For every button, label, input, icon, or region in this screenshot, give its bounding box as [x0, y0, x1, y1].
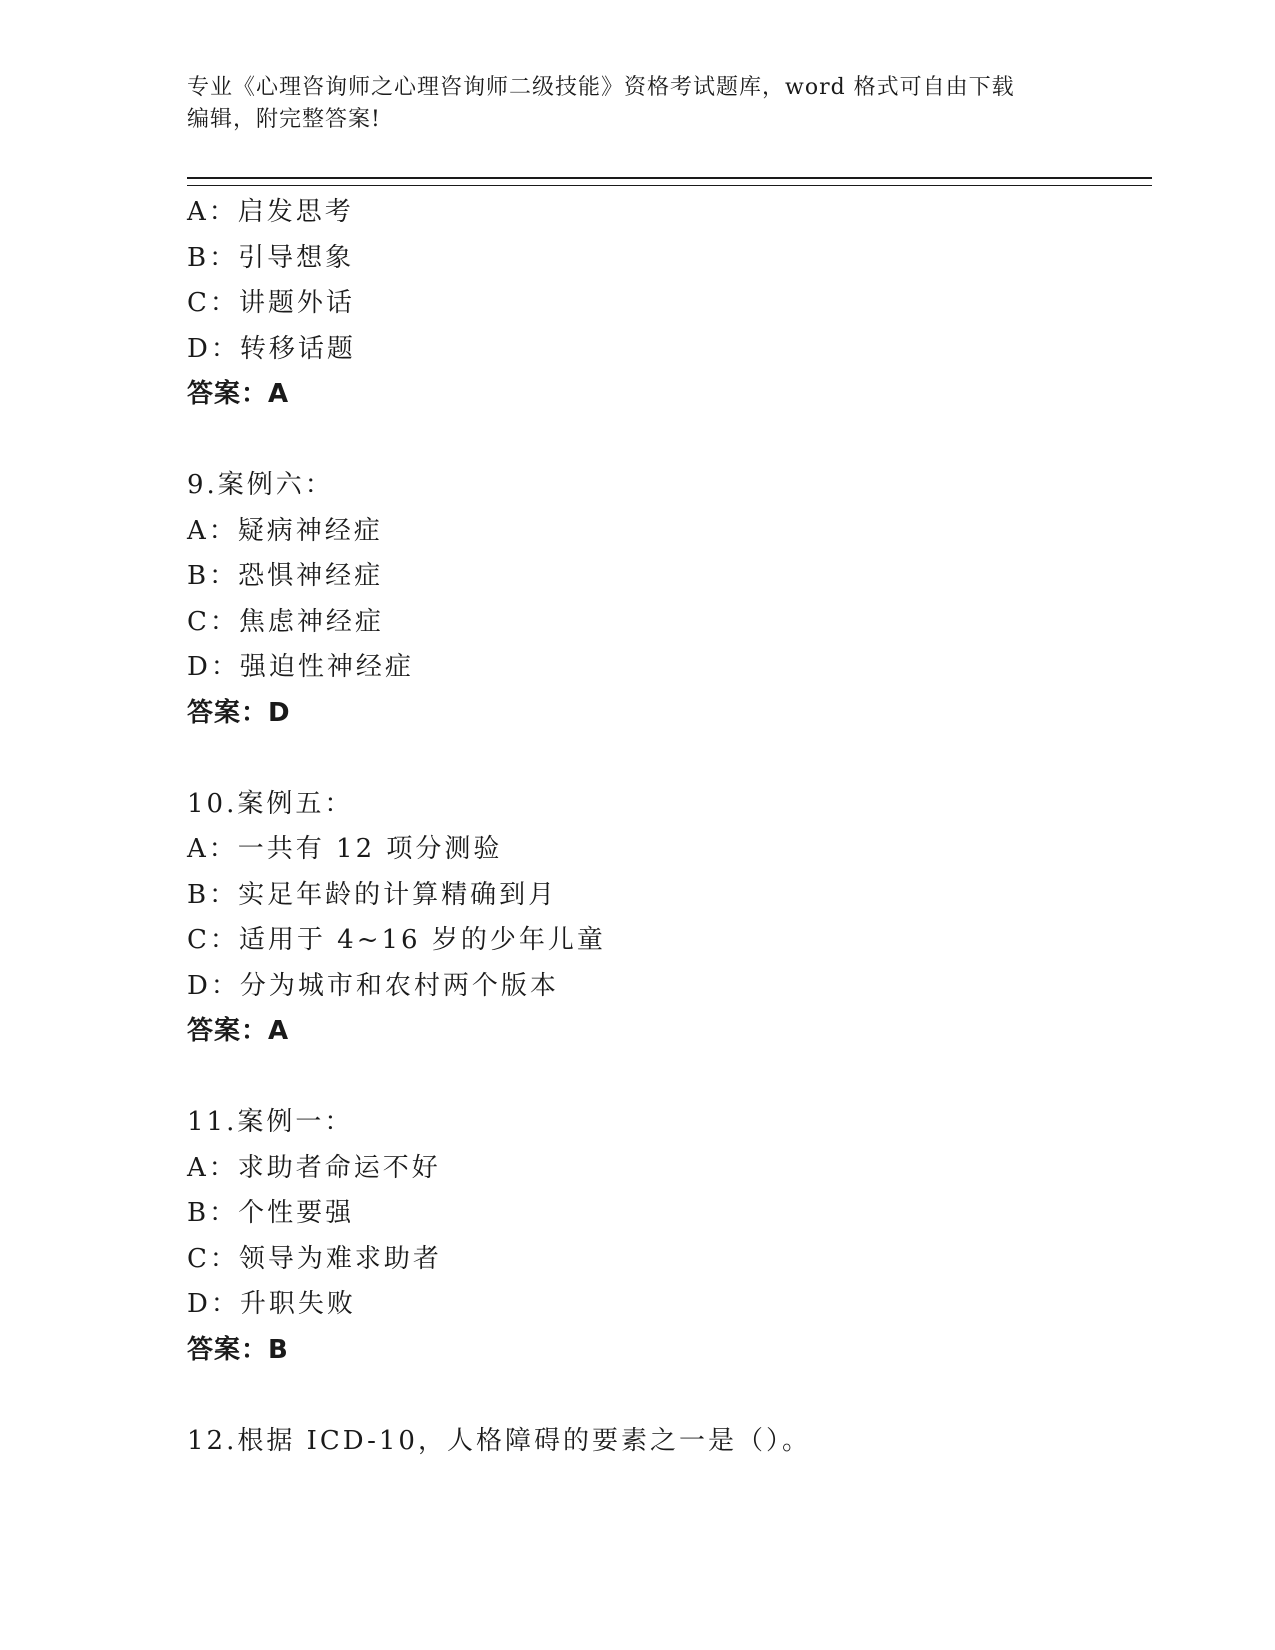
option-d: D：转移话题 — [187, 333, 356, 364]
answer-line: 答案：B — [187, 1334, 289, 1365]
option-d: D：分为城市和农村两个版本 — [187, 970, 559, 1001]
option-c: C：焦虑神经症 — [187, 606, 384, 637]
header-line-1: 专业《心理咨询师之心理咨询师二级技能》资格考试题库，word 格式可自由下载 — [187, 75, 1015, 100]
option-c: C：讲题外话 — [187, 288, 355, 318]
block-spacer — [187, 736, 1147, 782]
option-b: B：引导想象 — [187, 242, 355, 273]
question-title-12: 12.根据 ICD-10，人格障碍的要素之一是（）。 — [187, 1425, 811, 1456]
question-title: 9.案例六： — [187, 470, 334, 500]
option-b: B：个性要强 — [187, 1198, 355, 1228]
option-c: C：领导为难求助者 — [187, 1243, 442, 1274]
document-header — [187, 72, 1067, 136]
header-divider — [187, 177, 1152, 186]
option-c: C：适用于 4~16 岁的少年儿童 — [187, 925, 606, 955]
answer-line: 答案：A — [187, 379, 290, 409]
block-spacer — [187, 1373, 1147, 1419]
block-spacer — [187, 418, 1147, 464]
answer-line: 答案：A — [187, 1016, 290, 1046]
header-line-2: 编辑，附完整答案! — [187, 107, 381, 132]
question-block-11 — [187, 1100, 1147, 1373]
question-block-9 — [187, 463, 1147, 736]
option-d: D：升职失败 — [187, 1289, 356, 1319]
option-b: B：实足年龄的计算精确到月 — [187, 879, 558, 910]
question-title: 11.案例一： — [187, 1107, 354, 1137]
option-d: D：强迫性神经症 — [187, 652, 414, 682]
option-a: A：求助者命运不好 — [187, 1152, 441, 1183]
question-list — [187, 190, 1147, 1464]
question-block-8 — [187, 190, 1147, 418]
option-a: A：疑病神经症 — [187, 515, 383, 546]
block-spacer — [187, 1055, 1147, 1101]
question-block-10 — [187, 782, 1147, 1055]
question-title: 10.案例五： — [187, 788, 354, 819]
option-a: A：一共有 12 项分测验 — [187, 834, 503, 864]
option-b: B：恐惧神经症 — [187, 561, 384, 591]
answer-line: 答案：D — [187, 697, 291, 728]
option-a: A：启发思考 — [187, 197, 354, 227]
